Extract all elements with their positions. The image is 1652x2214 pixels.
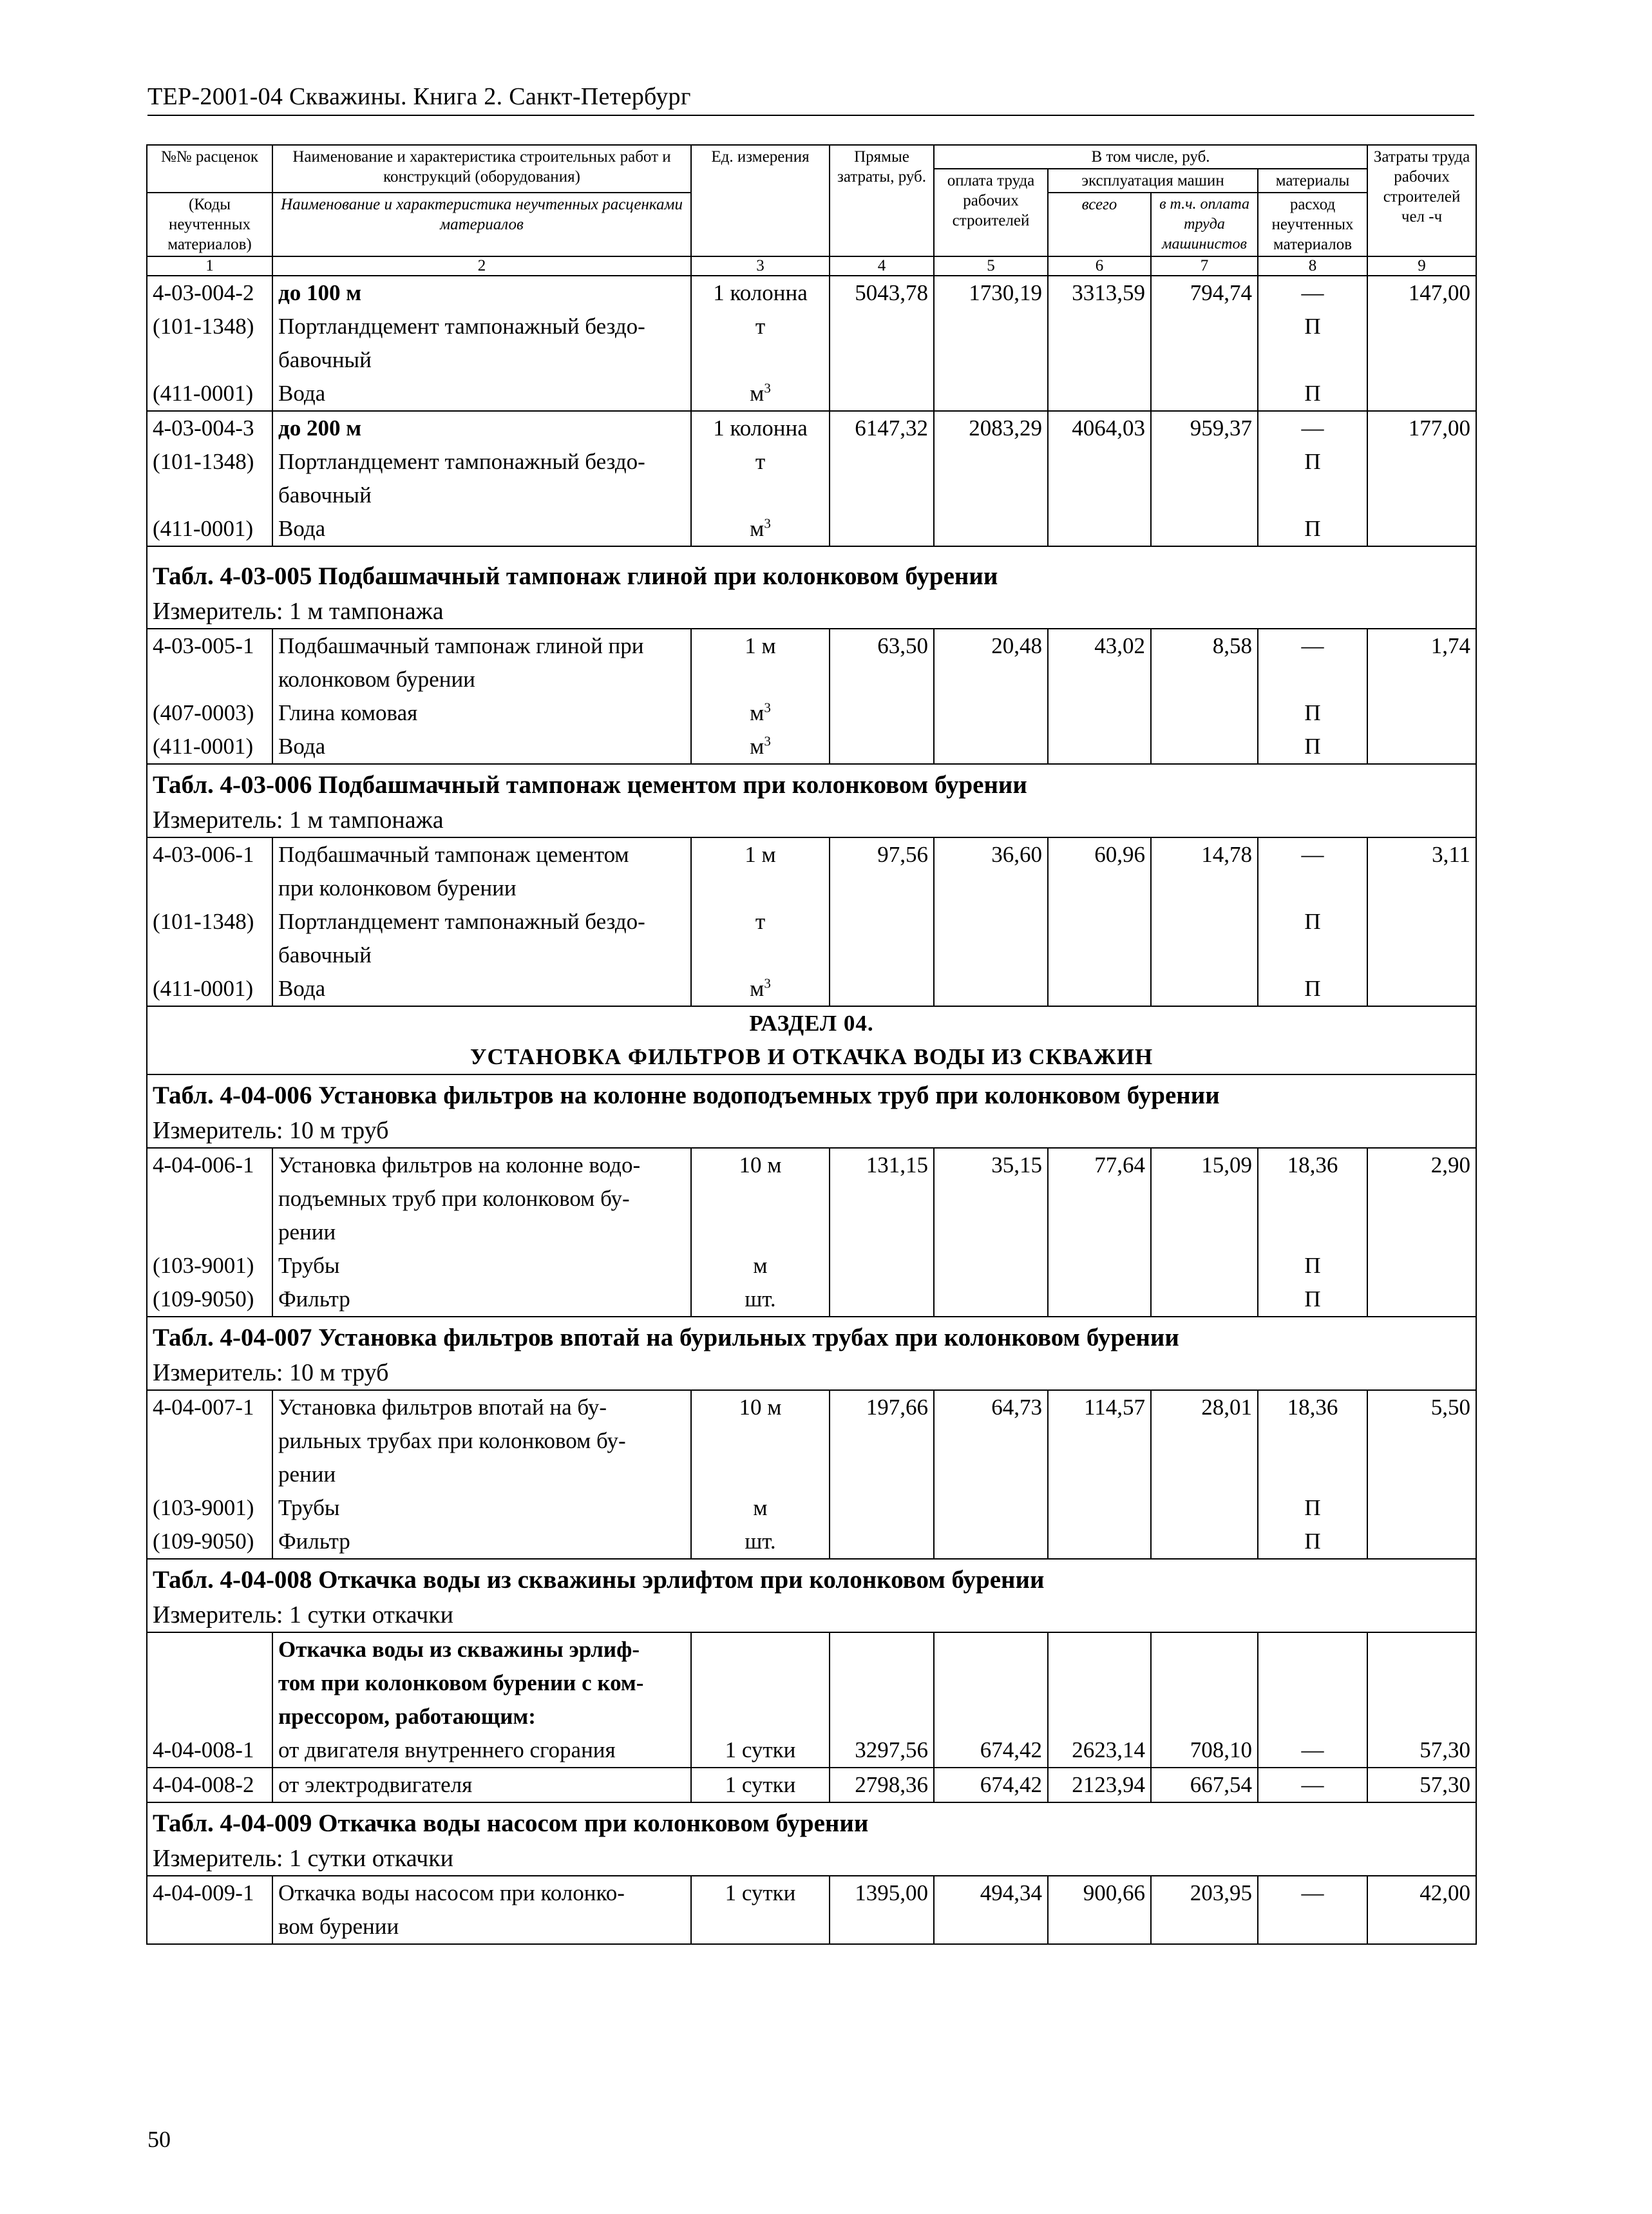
table-title: Табл. 4-04-009 Откачка воды насосом при колонковом бурении xyxy=(147,1802,1476,1842)
table-meas-row xyxy=(147,1114,1476,1148)
labor-pay: 2083,29 xyxy=(934,411,1048,445)
table-title: Табл. 4-03-006 Подбашмачный тампонаж цементом при колонковом бурении xyxy=(147,764,1476,803)
table-row xyxy=(147,837,1476,872)
unit: 1 колонна xyxy=(691,411,830,445)
materials: — xyxy=(1258,276,1367,310)
rate-code: 4-04-008-1 xyxy=(147,1733,272,1768)
rate-name: Установка фильтров на колонне водо- xyxy=(272,1148,691,1182)
rate-name-cont: рении xyxy=(272,1216,691,1249)
consumption-header: расход неучтенных материалов xyxy=(1258,193,1367,256)
direct-costs: 197,66 xyxy=(830,1390,934,1424)
material-name: Портландцемент тампонажный бездо- xyxy=(272,310,691,343)
materials: 18,36 xyxy=(1258,1390,1367,1424)
unit: 1 колонна xyxy=(691,276,830,310)
machines-total: 114,57 xyxy=(1048,1390,1151,1424)
labor-hours: 2,90 xyxy=(1367,1148,1476,1182)
unit: 10 м xyxy=(691,1390,830,1424)
table-row xyxy=(147,872,1476,905)
material-code: (103-9001) xyxy=(147,1491,272,1525)
machines-labor: 667,54 xyxy=(1151,1768,1258,1802)
rate-name-cont: рильных трубах при колонковом бу- xyxy=(272,1424,691,1458)
table-measurer: Измеритель: 1 сутки откачки xyxy=(147,1598,1476,1632)
table-row xyxy=(147,445,1476,479)
materials: П xyxy=(1258,1249,1367,1283)
unit-m3: $м^3$ xyxy=(691,696,830,730)
material-name: Фильтр xyxy=(272,1283,691,1317)
rates-table xyxy=(146,144,1477,1945)
machines-labor: 8,58 xyxy=(1151,629,1258,663)
materials: — xyxy=(1258,629,1367,663)
group-name-cont: том при колонковом бурении с ком- xyxy=(272,1666,691,1700)
material-name: Трубы xyxy=(272,1491,691,1525)
table-row xyxy=(147,730,1476,764)
unit: м xyxy=(691,1491,830,1525)
rate-code: 4-03-005-1 xyxy=(147,629,272,663)
group-name-cont: прессором, работающим: xyxy=(272,1700,691,1733)
table-row xyxy=(147,1148,1476,1182)
material-code: (101-1348) xyxy=(147,905,272,939)
table-measurer: Измеритель: 10 м труб xyxy=(147,1114,1476,1148)
table-title-row xyxy=(147,1074,1476,1114)
col-number: 2 xyxy=(272,256,691,276)
table-row xyxy=(147,1700,1476,1733)
col-number: 7 xyxy=(1151,256,1258,276)
machines-labor: 959,37 xyxy=(1151,411,1258,445)
direct-costs: 5043,78 xyxy=(830,276,934,310)
table-measurer: Измеритель: 1 м тампонажа xyxy=(147,803,1476,837)
col-number: 3 xyxy=(691,256,830,276)
table-title: Табл. 4-04-008 Откачка воды из скважины эрлифтом при колонковом бурении xyxy=(147,1559,1476,1598)
material-code: (411-0001) xyxy=(147,377,272,411)
unit: 1 сутки xyxy=(691,1733,830,1768)
labor-hours: 147,00 xyxy=(1367,276,1476,310)
labor-pay: 1730,19 xyxy=(934,276,1048,310)
table-row xyxy=(147,310,1476,343)
table-title-row xyxy=(147,1559,1476,1598)
table-meas-row xyxy=(147,1356,1476,1390)
header-rule xyxy=(147,115,1474,116)
table-measurer: Измеритель: 1 м тампонажа xyxy=(147,595,1476,629)
col2-subheader: Наименование и характеристика неучтенных расценками материалов xyxy=(272,193,691,256)
materials: — xyxy=(1258,411,1367,445)
rate-name: от двигателя внутреннего сгорания xyxy=(272,1733,691,1768)
rate-name: Подбашмачный тампонаж цементом xyxy=(272,837,691,872)
machines-total: 60,96 xyxy=(1048,837,1151,872)
col-number: 8 xyxy=(1258,256,1367,276)
table-title-row xyxy=(147,764,1476,803)
table-row xyxy=(147,1283,1476,1317)
col-number: 5 xyxy=(934,256,1048,276)
materials: П xyxy=(1258,1525,1367,1559)
rate-name: Откачка воды насосом при колонко- xyxy=(272,1876,691,1910)
machines-total: 2123,94 xyxy=(1048,1768,1151,1802)
direct-costs: 63,50 xyxy=(830,629,934,663)
included-header: В том числе, руб. xyxy=(934,145,1367,169)
table-meas-row xyxy=(147,1842,1476,1876)
labor-hours: 1,74 xyxy=(1367,629,1476,663)
material-code: (411-0001) xyxy=(147,730,272,764)
material-code: (101-1348) xyxy=(147,445,272,479)
material-name-cont: бавочный xyxy=(272,479,691,512)
rate-name: Подбашмачный тампонаж глиной при xyxy=(272,629,691,663)
machines-labor: 14,78 xyxy=(1151,837,1258,872)
unit: шт. xyxy=(691,1525,830,1559)
material-code: (103-9001) xyxy=(147,1249,272,1283)
unit: 1 м xyxy=(691,629,830,663)
rate-name-cont: вом бурении xyxy=(272,1910,691,1944)
section-number: РАЗДЕЛ 04. xyxy=(749,1011,874,1036)
rate-code: 4-03-006-1 xyxy=(147,837,272,872)
labor-pay: 494,34 xyxy=(934,1876,1048,1910)
table-title: Табл. 4-04-006 Установка фильтров на колонне водоподъемных труб при колонковом бурении xyxy=(147,1074,1476,1114)
machines-total: 43,02 xyxy=(1048,629,1151,663)
material-code: (411-0001) xyxy=(147,972,272,1006)
material-name: Вода xyxy=(272,730,691,764)
materials: П xyxy=(1258,512,1367,546)
rate-name: до 200 м xyxy=(272,411,691,445)
table-row xyxy=(147,377,1476,411)
col2-header: Наименование и характеристика строительных работ и конструкций (оборудования) xyxy=(272,145,691,193)
table-row xyxy=(147,1390,1476,1424)
machines-total-header: всего xyxy=(1048,193,1151,256)
rate-name: от электродвигателя xyxy=(272,1768,691,1802)
section-row xyxy=(147,1006,1476,1074)
material-code: (411-0001) xyxy=(147,512,272,546)
table-title: Табл. 4-04-007 Установка фильтров впотай на бурильных трубах при колонковом бурении xyxy=(147,1317,1476,1356)
direct-costs: 3297,56 xyxy=(830,1733,934,1768)
unit: т xyxy=(691,905,830,939)
rate-code: 4-03-004-2 xyxy=(147,276,272,310)
machines-labor: 28,01 xyxy=(1151,1390,1258,1424)
table-row xyxy=(147,1666,1476,1700)
unit: 1 сутки xyxy=(691,1876,830,1910)
unit: 10 м xyxy=(691,1148,830,1182)
rate-code: 4-03-004-3 xyxy=(147,411,272,445)
table-title-row xyxy=(147,1317,1476,1356)
rate-code: 4-04-007-1 xyxy=(147,1390,272,1424)
material-name-cont: бавочный xyxy=(272,939,691,972)
unit: 1 м xyxy=(691,837,830,872)
table-row xyxy=(147,972,1476,1006)
col4-header: Прямые затраты, руб. xyxy=(830,145,934,256)
material-name: Вода xyxy=(272,377,691,411)
table-measurer: Измеритель: 1 сутки откачки xyxy=(147,1842,1476,1876)
labor-pay: 36,60 xyxy=(934,837,1048,872)
section-title xyxy=(147,1006,1476,1074)
table-row xyxy=(147,276,1476,310)
column-numbers-row xyxy=(147,256,1476,276)
col-number: 4 xyxy=(830,256,934,276)
labor-pay: 64,73 xyxy=(934,1390,1048,1424)
direct-costs: 131,15 xyxy=(830,1148,934,1182)
materials: П xyxy=(1258,1283,1367,1317)
col-number: 1 xyxy=(147,256,272,276)
rate-code: 4-04-009-1 xyxy=(147,1876,272,1910)
labor-pay: 20,48 xyxy=(934,629,1048,663)
unit: 1 сутки xyxy=(691,1768,830,1802)
table-meas-row xyxy=(147,1598,1476,1632)
material-code: (407-0003) xyxy=(147,696,272,730)
unit-m3: $м^3$ xyxy=(691,512,830,546)
table-row xyxy=(147,411,1476,445)
rate-name-cont: при колонковом бурении xyxy=(272,872,691,905)
table-row xyxy=(147,479,1476,512)
page-number: 50 xyxy=(147,2126,171,2152)
machines-total: 900,66 xyxy=(1048,1876,1151,1910)
table-title: Табл. 4-03-005 Подбашмачный тампонаж глиной при колонковом бурении xyxy=(147,556,1476,595)
material-code: (109-9050) xyxy=(147,1525,272,1559)
table-row xyxy=(147,1249,1476,1283)
table-title-row xyxy=(147,556,1476,595)
rate-code: 4-04-008-2 xyxy=(147,1768,272,1802)
table-row xyxy=(147,1876,1476,1910)
table-row xyxy=(147,343,1476,377)
unit: т xyxy=(691,310,830,343)
direct-costs: 2798,36 xyxy=(830,1768,934,1802)
spacer-row xyxy=(147,546,1476,556)
rate-name-cont: подъемных труб при колонковом бу- xyxy=(272,1182,691,1216)
table-measurer: Измеритель: 10 м труб xyxy=(147,1356,1476,1390)
table-row xyxy=(147,905,1476,939)
col-number: 6 xyxy=(1048,256,1151,276)
pay-header: оплата труда рабочих строителей xyxy=(934,169,1048,256)
materials: — xyxy=(1258,1733,1367,1768)
unit-m3: $м^3$ xyxy=(691,972,830,1006)
page-header-title: ТЕР-2001-04 Скважины. Книга 2. Санкт-Петербург xyxy=(147,83,691,110)
direct-costs: 6147,32 xyxy=(830,411,934,445)
table-header-row xyxy=(147,145,1476,169)
materials: П xyxy=(1258,972,1367,1006)
table-row xyxy=(147,1491,1476,1525)
table-row xyxy=(147,696,1476,730)
unit: м xyxy=(691,1249,830,1283)
labor-pay: 674,42 xyxy=(934,1768,1048,1802)
table-row xyxy=(147,1733,1476,1768)
materials: 18,36 xyxy=(1258,1148,1367,1182)
table-row xyxy=(147,1910,1476,1944)
material-name: Вода xyxy=(272,972,691,1006)
col1-header: №№ расценок xyxy=(147,145,272,193)
material-name-cont: бавочный xyxy=(272,343,691,377)
unit-m3: $м^3$ xyxy=(691,730,830,764)
table-title-row xyxy=(147,1802,1476,1842)
machines-total: 4064,03 xyxy=(1048,411,1151,445)
table-row xyxy=(147,939,1476,972)
materials-header: материалы xyxy=(1258,169,1367,193)
direct-costs: 1395,00 xyxy=(830,1876,934,1910)
table-meas-row xyxy=(147,803,1476,837)
material-name: Трубы xyxy=(272,1249,691,1283)
machines-total: 77,64 xyxy=(1048,1148,1151,1182)
machines-labor-header: в т.ч. оплата труда машинистов xyxy=(1151,193,1258,256)
unit-m3: $м^3$ xyxy=(691,377,830,411)
materials: П xyxy=(1258,696,1367,730)
materials: П xyxy=(1258,730,1367,764)
labor-hours: 42,00 xyxy=(1367,1876,1476,1910)
table-row xyxy=(147,512,1476,546)
machines-labor: 794,74 xyxy=(1151,276,1258,310)
labor-hours: 177,00 xyxy=(1367,411,1476,445)
col-number: 9 xyxy=(1367,256,1476,276)
materials: П xyxy=(1258,310,1367,343)
labor-hours: 57,30 xyxy=(1367,1768,1476,1802)
section-name: УСТАНОВКА ФИЛЬТРОВ И ОТКАЧКА ВОДЫ ИЗ СКВАЖИН xyxy=(470,1044,1154,1069)
machines-total: 2623,14 xyxy=(1048,1733,1151,1768)
table-row xyxy=(147,1182,1476,1216)
machines-header: эксплуатация машин xyxy=(1048,169,1258,193)
table-row xyxy=(147,1458,1476,1491)
table-row xyxy=(147,1525,1476,1559)
table-row xyxy=(147,1632,1476,1666)
labor-pay: 674,42 xyxy=(934,1733,1048,1768)
material-code: (109-9050) xyxy=(147,1283,272,1317)
material-name: Портландцемент тампонажный бездо- xyxy=(272,905,691,939)
materials: П xyxy=(1258,445,1367,479)
rate-name: Установка фильтров впотай на бу- xyxy=(272,1390,691,1424)
machines-labor: 203,95 xyxy=(1151,1876,1258,1910)
table-row xyxy=(147,1424,1476,1458)
group-name: Откачка воды из скважины эрлиф- xyxy=(272,1632,691,1666)
labor-pay: 35,15 xyxy=(934,1148,1048,1182)
materials: П xyxy=(1258,377,1367,411)
material-name: Фильтр xyxy=(272,1525,691,1559)
materials: П xyxy=(1258,1491,1367,1525)
material-name: Портландцемент тампонажный бездо- xyxy=(272,445,691,479)
col1-subheader: (Коды неучтенных материалов) xyxy=(147,193,272,256)
unit: т xyxy=(691,445,830,479)
table-row xyxy=(147,1768,1476,1802)
rate-name-cont: колонковом бурении xyxy=(272,663,691,696)
table-row xyxy=(147,629,1476,663)
material-code: (101-1348) xyxy=(147,310,272,343)
rate-name: до 100 м xyxy=(272,276,691,310)
materials: П xyxy=(1258,905,1367,939)
machines-labor: 708,10 xyxy=(1151,1733,1258,1768)
materials: — xyxy=(1258,1768,1367,1802)
machines-labor: 15,09 xyxy=(1151,1148,1258,1182)
material-name: Глина комовая xyxy=(272,696,691,730)
labor-hours: 5,50 xyxy=(1367,1390,1476,1424)
table-row xyxy=(147,663,1476,696)
table-meas-row xyxy=(147,595,1476,629)
unit: шт. xyxy=(691,1283,830,1317)
direct-costs: 97,56 xyxy=(830,837,934,872)
materials: — xyxy=(1258,1876,1367,1910)
table-row xyxy=(147,1216,1476,1249)
labor-costs-header: Затраты труда рабочих строителей чел -ч xyxy=(1367,145,1476,256)
col3-header: Ед. измерения xyxy=(691,145,830,256)
labor-hours: 57,30 xyxy=(1367,1733,1476,1768)
labor-hours: 3,11 xyxy=(1367,837,1476,872)
machines-total: 3313,59 xyxy=(1048,276,1151,310)
rate-name-cont: рении xyxy=(272,1458,691,1491)
rate-code: 4-04-006-1 xyxy=(147,1148,272,1182)
material-name: Вода xyxy=(272,512,691,546)
materials: — xyxy=(1258,837,1367,872)
